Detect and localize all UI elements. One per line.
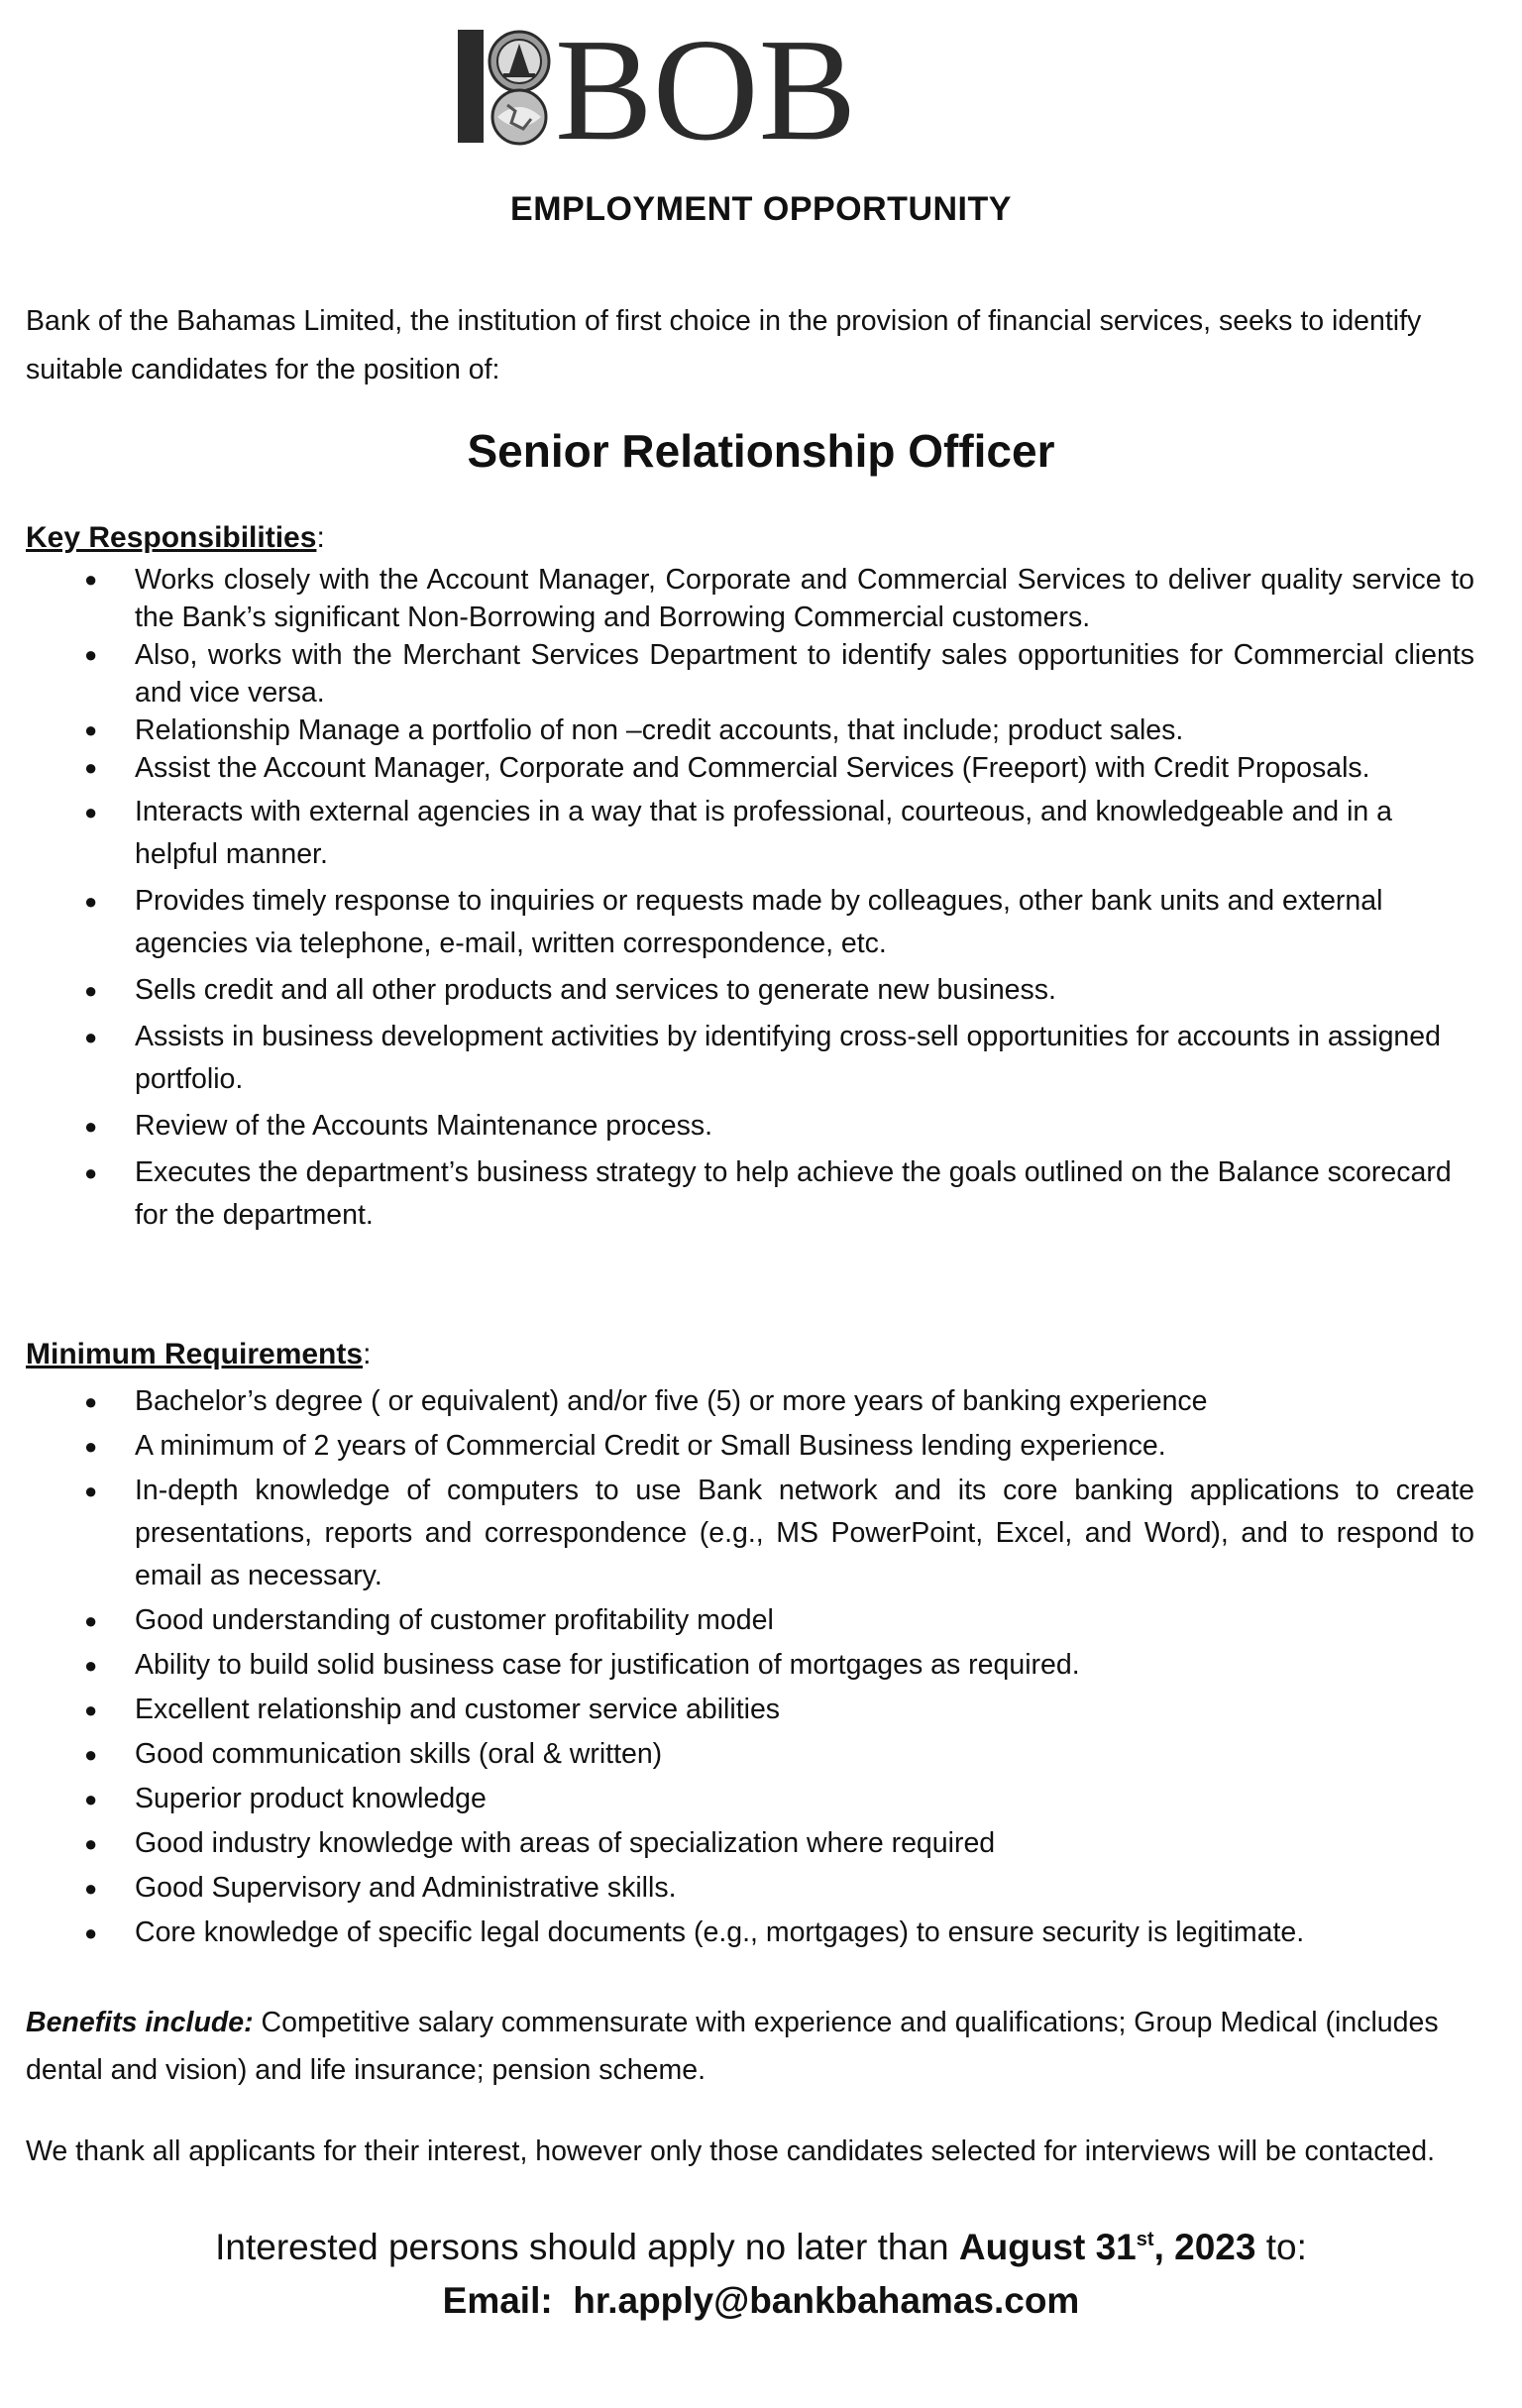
- bullet-icon: ●: [84, 1742, 98, 1767]
- bullet-icon: ●: [84, 717, 98, 742]
- bullet-icon: ●: [84, 1697, 98, 1722]
- list-item: ● Good communication skills (oral & written): [0, 1733, 1474, 1776]
- bullet-icon: ●: [84, 1787, 98, 1811]
- list-item: ● Superior product knowledge: [0, 1778, 1474, 1820]
- bullet-icon: ●: [84, 567, 98, 592]
- list-item: ● Assist the Account Manager, Corporate and Commercial Services (Freeport) with Credit Proposals.: [0, 749, 1474, 787]
- email-address-link[interactable]: hr.apply@bankbahamas.com: [573, 2280, 1080, 2321]
- bank-crest-icon: [458, 26, 973, 149]
- list-item: ● Also, works with the Merchant Services Department to identify sales opportunities for Commercial clients and vice versa.: [0, 636, 1474, 711]
- bullet-icon: ●: [84, 642, 98, 667]
- list-item: ● Ability to build solid business case for justification of mortgages as required.: [0, 1644, 1474, 1687]
- list-item: ● In-depth knowledge of computers to use Bank network and its core banking applications to create presentations, reports and correspondence (e.g., MS PowerPoint, Excel, and Word), and to respond to email as necessary.: [0, 1470, 1474, 1597]
- bullet-icon: ●: [84, 1025, 98, 1049]
- list-item: ● Good Supervisory and Administrative skills.: [0, 1867, 1474, 1910]
- page-heading: EMPLOYMENT OPPORTUNITY: [510, 190, 1012, 228]
- bullet-icon: ●: [84, 1608, 98, 1633]
- bullet-icon: ●: [84, 889, 98, 914]
- bullet-icon: ●: [84, 978, 98, 1003]
- bullet-icon: ●: [84, 1434, 98, 1459]
- benefits-label: Benefits include:: [26, 2007, 254, 2038]
- bullet-icon: ●: [84, 755, 98, 780]
- bullet-icon: ●: [84, 1114, 98, 1139]
- list-item: ● Good understanding of customer profitability model: [0, 1599, 1474, 1642]
- position-title: Senior Relationship Officer: [467, 425, 1055, 477]
- list-item: ● Bachelor’s degree ( or equivalent) and/or five (5) or more years of banking experience: [0, 1380, 1474, 1423]
- bullet-icon: ●: [84, 1389, 98, 1414]
- apply-deadline: Interested persons should apply no later than August 31st, 2023 to:: [215, 2227, 1307, 2267]
- benefits-paragraph: [26, 1999, 1482, 2094]
- list-item: ● Interacts with external agencies in a way that is professional, courteous, and knowledgeable and in a helpful manner.: [0, 791, 1474, 876]
- bob-logo: [458, 26, 973, 149]
- list-item: ● A minimum of 2 years of Commercial Credit or Small Business lending experience.: [0, 1425, 1474, 1468]
- list-item: ● Works closely with the Account Manager, Corporate and Commercial Services to deliver quality service to the Bank’s significant Non-Borrowing and Borrowing Commercial customers.: [0, 561, 1474, 636]
- logo-wordmark: BOB: [555, 26, 857, 149]
- bullet-icon: ●: [84, 1920, 98, 1945]
- key-responsibilities-heading: Key Responsibilities:: [26, 521, 325, 554]
- bullet-icon: ●: [84, 1876, 98, 1901]
- minimum-requirements-list: [0, 1380, 1474, 1956]
- list-item: ● Assists in business development activities by identifying cross-sell opportunities for accounts in assigned portfolio.: [0, 1016, 1474, 1101]
- bullet-icon: ●: [84, 1160, 98, 1185]
- bullet-icon: ●: [84, 800, 98, 824]
- bullet-icon: ●: [84, 1478, 98, 1503]
- list-item: ● Good industry knowledge with areas of specialization where required: [0, 1822, 1474, 1865]
- list-item: ● Provides timely response to inquiries or requests made by colleagues, other bank units and external agencies via telephone, e-mail, written correspondence, etc.: [0, 880, 1474, 965]
- list-item: ● Sells credit and all other products and services to generate new business.: [0, 969, 1474, 1012]
- deadline-date: August 31st, 2023: [958, 2227, 1256, 2267]
- list-item: ● Review of the Accounts Maintenance process.: [0, 1105, 1474, 1148]
- benefits-text: Competitive salary commensurate with experience and qualifications; Group Medical (includes dental and vision) and life insurance; pension scheme.: [26, 2007, 1439, 2086]
- bullet-icon: ●: [84, 1653, 98, 1678]
- minimum-requirements-heading: Minimum Requirements:: [26, 1338, 372, 1370]
- list-item: ● Relationship Manage a portfolio of non –credit accounts, that include; product sales.: [0, 711, 1474, 749]
- list-item: ● Executes the department’s business strategy to help achieve the goals outlined on the Balance scorecard for the department.: [0, 1151, 1474, 1237]
- bullet-icon: ●: [84, 1831, 98, 1856]
- key-responsibilities-list: [0, 561, 1474, 1237]
- list-item: ● Excellent relationship and customer service abilities: [0, 1689, 1474, 1731]
- thanks-paragraph: We thank all applicants for their interest, however only those candidates selected for interviews will be contacted.: [26, 2135, 1436, 2167]
- apply-email: Email: hr.apply@bankbahamas.com: [442, 2280, 1080, 2321]
- list-item: ● Core knowledge of specific legal documents (e.g., mortgages) to ensure security is legitimate.: [0, 1912, 1474, 1954]
- intro-paragraph: Bank of the Bahamas Limited, the institution of first choice in the provision of financial services, seeks to identify suitable candidates for the position of:: [26, 305, 1422, 385]
